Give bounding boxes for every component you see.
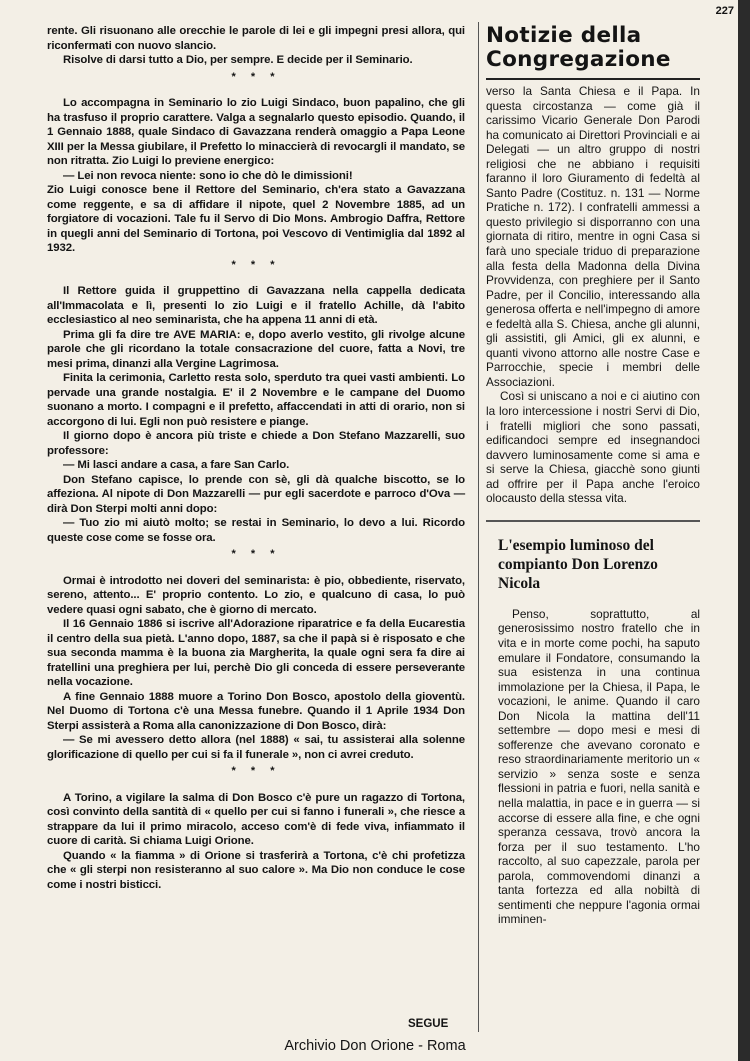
paragraph: Quando « la fiamma » di Orione si trasferirà a Tortona, c'è chi profetizza che « gli sterpi non resisteranno al suo calore ». Ma Dio non conduce le cose come i nostri bisticci. — [47, 849, 465, 891]
paragraph: — Tuo zio mi aiutò molto; se restai in Seminario, lo devo a lui. Ricordo queste cose come se fosse ora. — [47, 517, 465, 544]
sidebar-column — [486, 24, 700, 927]
archive-footer: Archivio Don Orione - Roma — [284, 1038, 466, 1054]
paragraph: A fine Gennaio 1888 muore a Torino Don Bosco, apostolo della gioventù. Nel Duomo di Tortona c'è una Messa funebre. Quando il 1 Aprile 1934 Don Sterpi assisterà a Roma alla canonizzazione di Don Bosco, dirà: — [47, 690, 465, 732]
paragraph: Finita la cerimonia, Carletto resta solo, sperduto tra quei vasti ambienti. Lo pervade una grande nostalgia. E' il 2 Novembre e le campane del Duomo suonano a morto. I compagni e il prefetto, affaccendati in atti di orario, non si accorgono di lui. Egli non può resistere e piange. — [47, 372, 465, 428]
news-paragraph: verso la Santa Chiesa e il Papa. In questa circostanza — come già il carissimo Vicario Generale Don Parodi ha comunicato ai Direttori Provinciali e ai Delegati — un altro gruppo di nostri religiosi che ne abbiano i requisiti faranno il loro Giuramento di fedeltà al Santo Padre (Costituz. n. 131 — Norme Pratiche n. 172). I confratelli ammessi a questo privilegio si disporranno con una giornata di ritiro, mentre in ogni Casa si farà uno speciale triduo di preparazione alla festa della Madonna della Divina Provvidenza, con preghiere per il Santo Padre, per il Concilio, interessando alla generosa offerta e nell'impegno di amore e fedeltà alla S. Chiesa, anche gli alunni, gli assistiti, gli Amici, gli ex alunni, e quanti vivono attorno alle nostre Case e Parrocchie, specie i membri delle Associazioni. — [486, 84, 700, 389]
section-separator: * * * — [231, 548, 281, 560]
continued-label: SEGUE — [408, 1018, 449, 1030]
paragraph: Risolve di darsi tutto a Dio, per sempre. E decide per il Seminario. — [63, 54, 413, 66]
article-title: L'esempio luminoso del compianto Don Lorenzo Nicola — [498, 536, 658, 592]
paragraph: — Se mi avessero detto allora (nel 1888) « sai, tu assisterai alla solenne glorificazione di quello per cui si fa il funerale », non ci avrei creduto. — [47, 734, 465, 761]
page-number: 227 — [715, 5, 734, 17]
article-body — [486, 607, 700, 927]
section-title: Notizie della Congregazione — [486, 23, 671, 72]
main-article-column — [47, 24, 465, 892]
binding-edge — [738, 0, 750, 1061]
heading-rule — [486, 78, 700, 80]
paragraph: — Lei non revoca niente: sono io che dò le dimissioni! — [63, 169, 353, 182]
paragraph: Il 16 Gennaio 1886 si iscrive all'Adorazione riparatrice e fa della Eucarestia il centro della sua pietà. L'anno dopo, 1887, sa che il papà si è risposato e che sua seconda mamma è la buona zia Margherita, la quale ogni sera fa dire ai fratellini una preghiera per lui, perchè Dio gli conceda di essere perseverante nella vocazione. — [47, 618, 465, 688]
news-box — [486, 84, 700, 522]
section-separator: * * * — [231, 70, 281, 83]
section-separator: * * * — [231, 765, 281, 777]
paragraph: Il giorno dopo è ancora più triste e chiede a Don Stefano Mazzarelli, suo professore: — [47, 430, 465, 457]
paragraph: Don Stefano capisce, lo prende con sè, gli dà qualche biscotto, se lo affeziona. Al nipote di Don Mazzarelli — pur egli sacerdote e parroco d'Ova — dirà Don Sterpi molti anni dopo: — [47, 473, 465, 515]
paragraph: A Torino, a vigilare la salma di Don Bosco c'è pure un ragazzo di Tortona, così convinto della santità di « quello per cui si fanno i funerali », che riesce a strappare da lui il primo miracolo, acceso com'è di fede viva, infiammato il cuore di carità. Si chiama Luigi Orione. — [47, 791, 465, 847]
news-paragraph: Così si uniscano a noi e ci aiutino con la loro intercessione i nostri Servi di Dio, i fratelli migliori che sono passati, edificandoci sempre ed insegnandoci davvero luminosamente come si ama e si serve la Chiesa, giacchè sono giunti ad offrire per il Papa anche l'eroico olocausto della stessa vita. — [486, 389, 700, 506]
section-separator: * * * — [231, 258, 281, 271]
article-paragraph: Penso, soprattutto, al generosissimo nostro fratello che in vita e in morte come pochi, ha saputo emulare il Fondatore, consumando la sua esistenza in una continua immolazione per la Chiesa, il Papa, le vocazioni, le anime. Quando il caro Don Nicola la mattina dell'11 settembre — dopo mesi e mesi di sofferenze che avevano coronato e reso straordinariamente meritorio un « servizio » senza soste e senza flessioni in patria e fuori, nella sanità e nella malattia, in pace e in guerra — si accorse di essere alla fine, e che ogni speranza cessava, trovò ancora la forza per il suo testamento. L'ho raccolto, al suo capezzale, parola per parola, commovendomi dinanzi a tanta fortezza ed alla nobiltà di sentimenti che neppure l'agonia ormai imminen- — [498, 606, 700, 927]
paragraph: Zio Luigi conosce bene il Rettore del Seminario, ch'era stato a Gavazzana come reggente, e sa di affidare il nipote, quel 2 Novembre 1885, ad un forgiatore di vocazioni. Tale fu il Servo di Dio Mons. Ambrogio Daffra, Rettore in quegli anni del Seminario di Tortona, poi Vescovo di Ventimiglia dal 1892 al 1932. — [47, 184, 465, 254]
column-divider — [478, 22, 479, 1032]
paragraph: rente. Gli risuonano alle orecchie le parole di lei e gli impegni presi allora, qui riconfermati con nuovo slancio. — [47, 25, 465, 52]
paragraph: Lo accompagna in Seminario lo zio Luigi Sindaco, buon papalino, che gli ha trasfuso il proprio carattere. Valga a segnalarlo questo episodio. Quando, il 1 Gennaio 1888, quale Sindaco di Gavazzana renderà omaggio a Papa Leone XIII per la Messa giubilare, il Prefetto lo minaccierà di revocargli il mandato, se non ritratta. Zio Luigi lo previene energico: — [47, 97, 465, 167]
paragraph: Ormai è introdotto nei doveri del seminarista: è pio, obbediente, riservato, sereno, attento... E' proprio contento. Lo zio, e qualcuno di casa, lo può vedere quasi ogni sabato, che è giorno di mercato. — [47, 574, 465, 616]
paragraph: — Mi lasci andare a casa, a fare San Carlo. — [63, 459, 290, 471]
paragraph: Il Rettore guida il gruppettino di Gavazzana nella cappella dedicata all'Immacolata e lì, presenti lo zio Luigi e il fratello Achille, dà l'abito ecclesiastico al neo seminarista, che ha appena 11 anni di età. — [47, 285, 465, 326]
paragraph: Prima gli fa dire tre AVE MARIA: e, dopo averlo vestito, gli rivolge alcune parole che gli ricordano la totale consacrazione del cuore, fatta a Novi, tre mesi prima, dinanzi alla Vergine Lagrimosa. — [47, 328, 465, 370]
